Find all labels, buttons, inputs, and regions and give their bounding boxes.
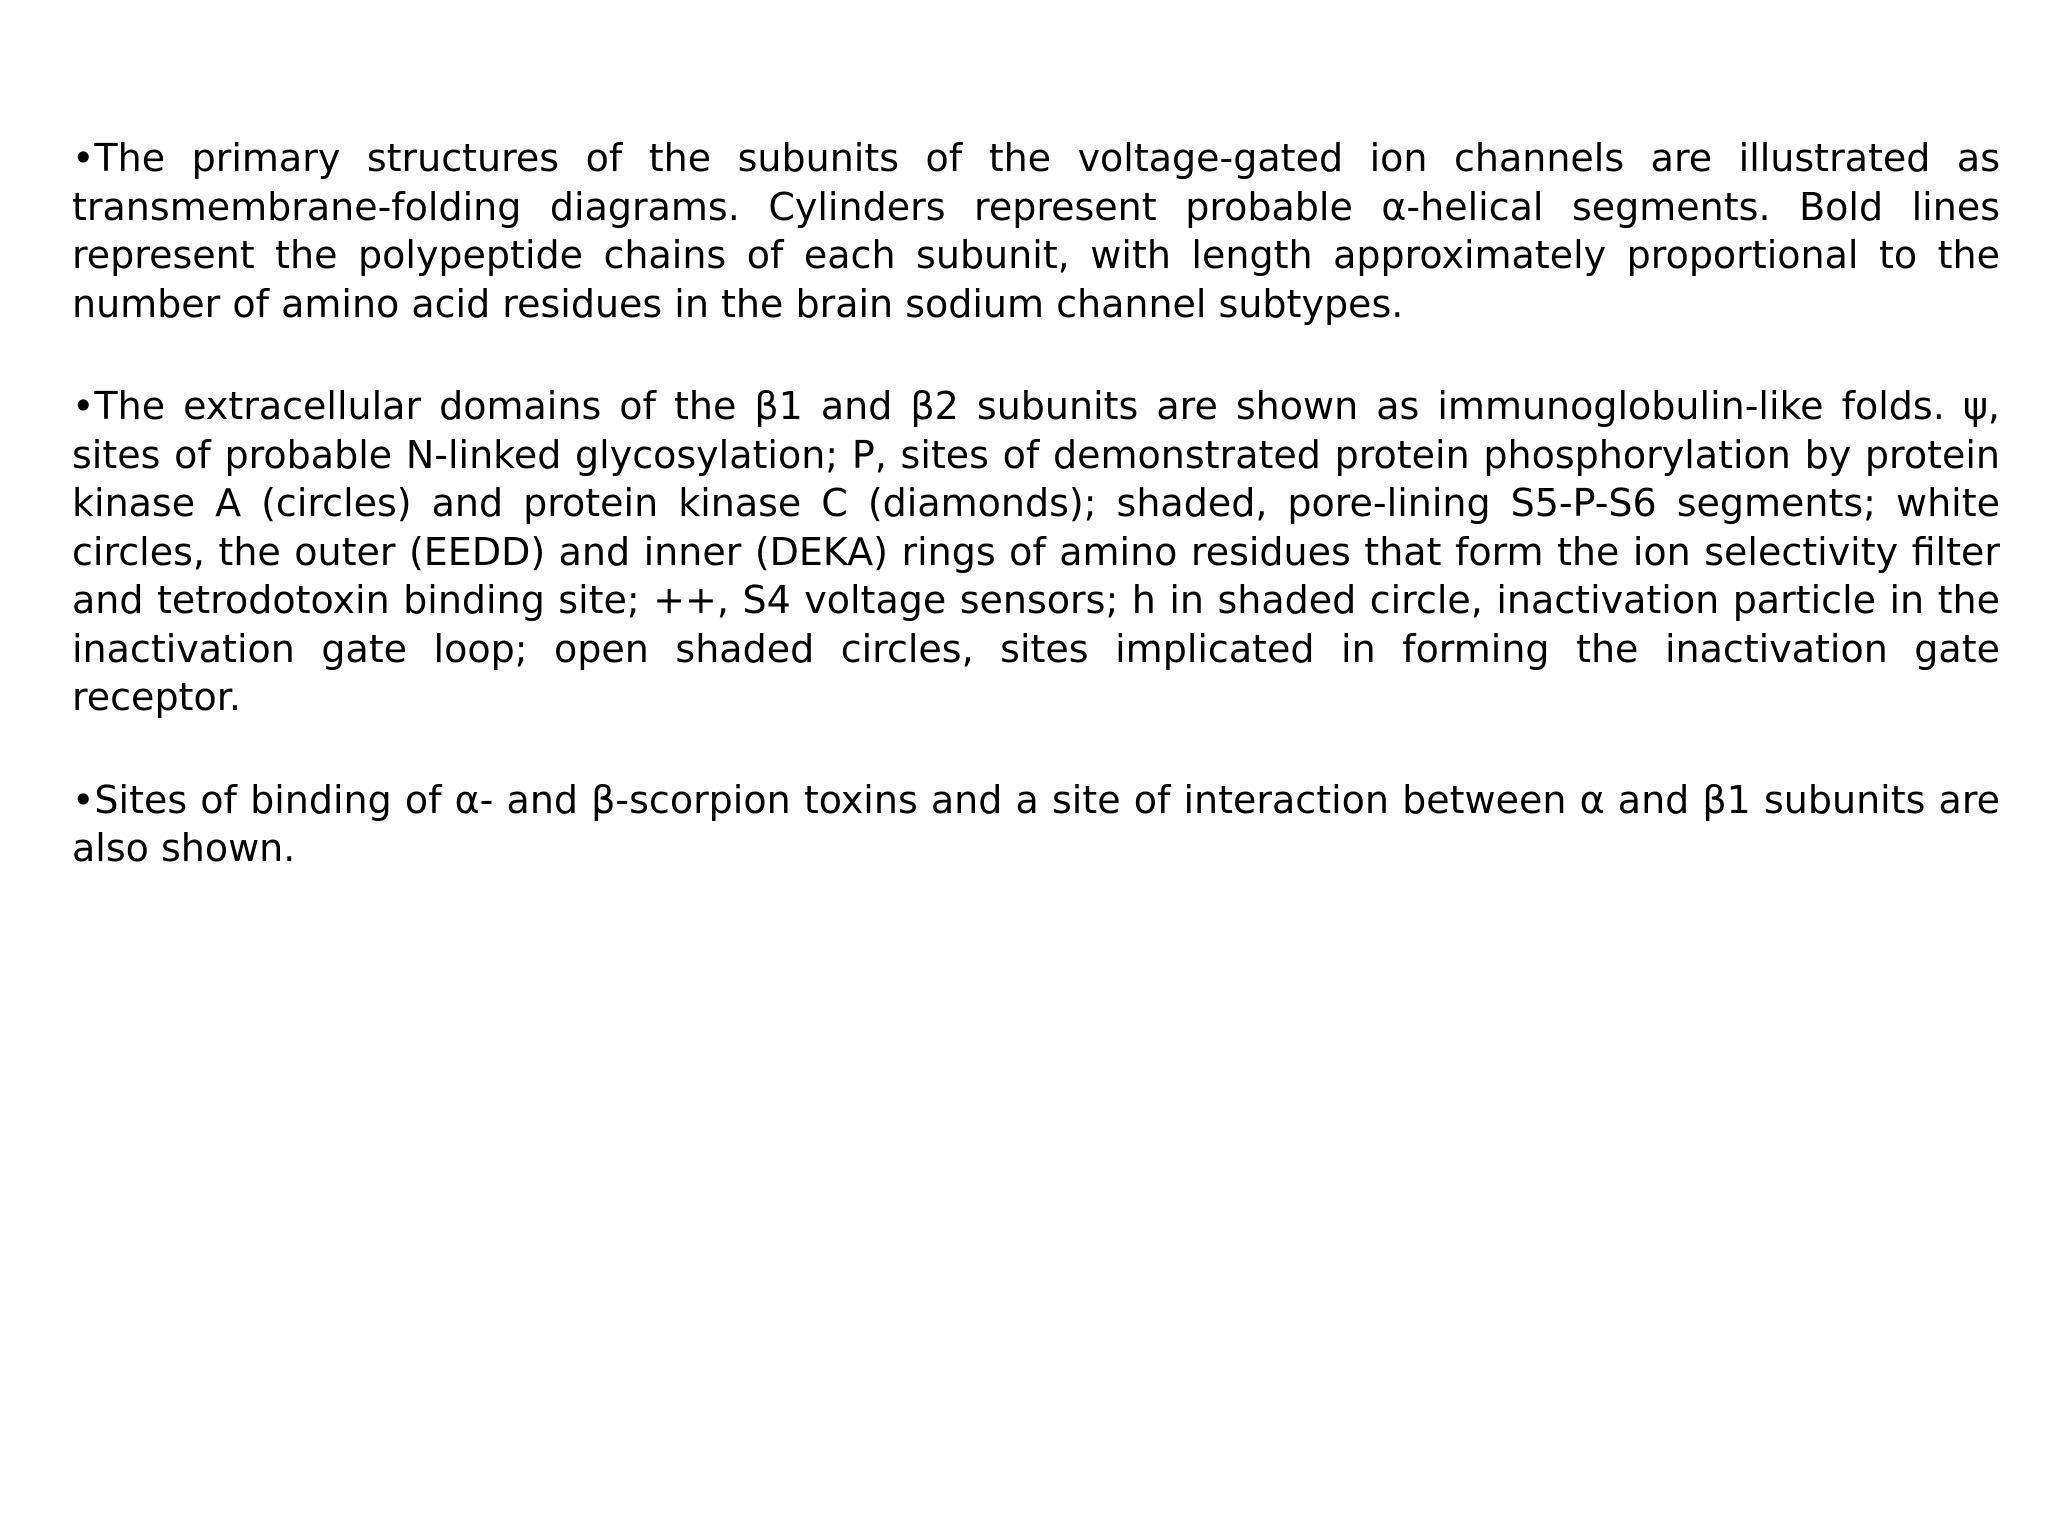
slide-body xyxy=(72,134,2000,873)
paragraph-primary-structures: •The primary structures of the subunits of the voltage-gated ion channels are illustrated as transmembrane-folding diagrams. Cylinders represent probable α-helical segments. Bold lines represent the polypeptide chains of each subunit, with length approximately proportional to the number of amino acid residues in the brain sodium channel subtypes. xyxy=(72,136,2000,326)
paragraph-scorpion-toxin-sites: •Sites of binding of α- and β-scorpion toxins and a site of interaction between α and β1 subunits are also shown. xyxy=(72,777,2000,870)
paragraph-extracellular-domains: •The extracellular domains of the β1 and β2 subunits are shown as immunoglobulin-like folds. ψ, sites of probable N-linked glycosylation; P, sites of demonstrated protein phosphorylation by protein kinase A (circles) and protein kinase C (diamonds); shaded, pore-lining S5-P-S6 segments; white circles, the outer (EEDD) and inner (DEKA) rings of amino residues that form the ion selectivity filter and tetrodotoxin binding site; ++, S4 voltage sensors; h in shaded circle, inactivation particle in the inactivation gate loop; open shaded circles, sites implicated in forming the inactivation gate receptor. xyxy=(72,384,2000,719)
